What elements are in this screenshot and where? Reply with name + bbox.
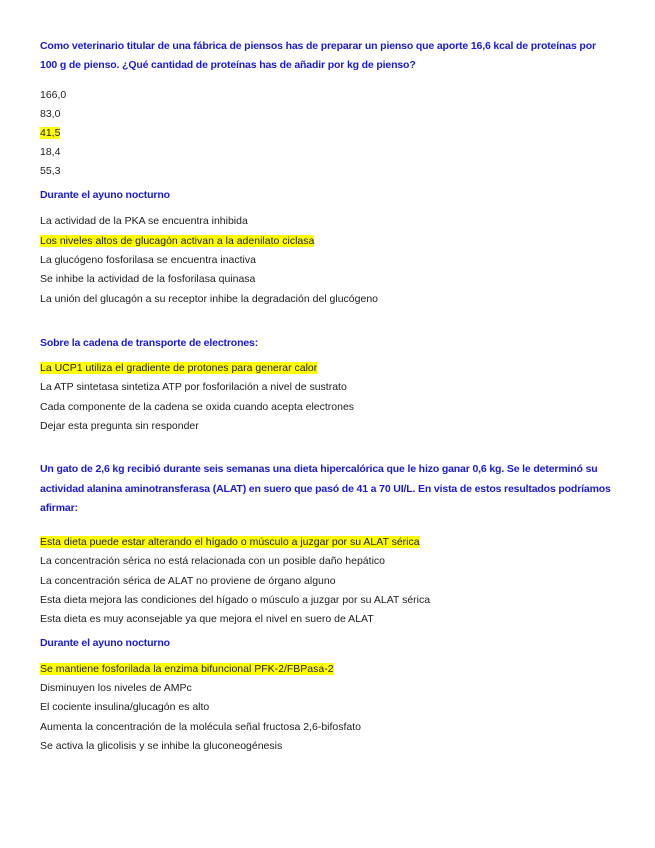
question-3-option-3: Cada componente de la cadena se oxida cuando acepta electrones <box>40 401 355 413</box>
question-2-option-1: La actividad de la PKA se encuentra inhibida <box>40 215 248 227</box>
question-1-option-2: 83,0 <box>40 108 61 120</box>
question-3-option-1-correct: La UCP1 utiliza el gradiente de protones para generar calor <box>40 362 318 374</box>
question-3-option-4: Dejar esta pregunta sin responder <box>40 420 199 432</box>
question-5-option-2: Disminuyen los niveles de AMPc <box>40 682 192 694</box>
question-5-option-1-correct: Se mantiene fosforilada la enzima bifuncional PFK-2/FBPasa-2 <box>40 663 334 675</box>
question-2-option-3: La glucógeno fosforilasa se encuentra inactiva <box>40 254 256 266</box>
question-1-text: Como veterinario titular de una fábrica de piensos has de preparar un pienso que aporte 16,6 kcal de proteínas por 100 g de pienso. ¿Qué cantidad de proteínas has de añadir por kg de pienso? <box>40 40 596 71</box>
question-1-option-5: 55,3 <box>40 165 61 177</box>
question-1-option-4: 18,4 <box>40 146 61 158</box>
question-5-option-4: Aumenta la concentración de la molécula señal fructosa 2,6-bifosfato <box>40 721 362 733</box>
question-2-option-2-correct: Los niveles altos de glucagón activan a la adenilato ciclasa <box>40 235 315 247</box>
question-2-option-5: La unión del glucagón a su receptor inhibe la degradación del glucógeno <box>40 293 379 305</box>
question-1-option-3-correct: 41,5 <box>40 127 61 139</box>
question-4-option-2: La concentración sérica no está relacionada con un posible daño hepático <box>40 555 385 567</box>
question-3-option-2: La ATP sintetasa sintetiza ATP por fosforilación a nivel de sustrato <box>40 381 347 393</box>
question-4-option-1-correct: Esta dieta puede estar alterando el hígado o músculo a juzgar por su ALAT sérica <box>40 536 420 548</box>
question-4-text: Un gato de 2,6 kg recibió durante seis semanas una dieta hipercalórica que le hizo ganar 0,6 kg. Se le determinó su actividad alanina aminotransferasa (ALAT) en suero que pasó de 41 a 70 UI/L. En vista de estos resultados podríamos afirmar: <box>40 463 611 514</box>
question-1-option-1: 166,0 <box>40 89 67 101</box>
question-5-text: Durante el ayuno nocturno <box>40 637 170 649</box>
question-3-text: Sobre la cadena de transporte de electrones: <box>40 337 259 349</box>
question-5-option-3: El cociente insulina/glucagón es alto <box>40 701 210 713</box>
question-2-text: Durante el ayuno nocturno <box>40 189 170 201</box>
question-5-option-5: Se activa la glicolisis y se inhibe la gluconeogénesis <box>40 740 283 752</box>
question-4-option-4: Esta dieta mejora las condiciones del hígado o músculo a juzgar por su ALAT sérica <box>40 594 431 606</box>
question-4-option-3: La concentración sérica de ALAT no proviene de órgano alguno <box>40 575 336 587</box>
question-2-option-4: Se inhibe la actividad de la fosforilasa quinasa <box>40 273 256 285</box>
question-4-option-5: Esta dieta es muy aconsejable ya que mejora el nivel en suero de ALAT <box>40 613 374 625</box>
